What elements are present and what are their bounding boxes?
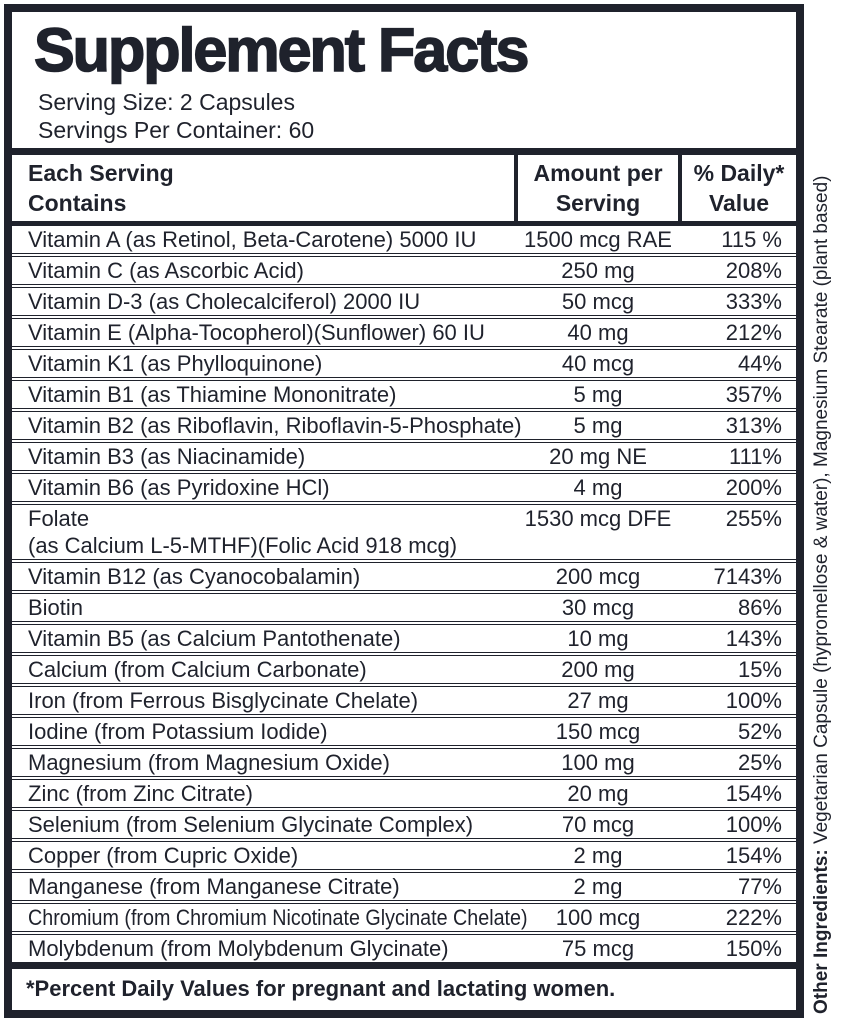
table-row — [12, 474, 796, 505]
table-row — [12, 381, 796, 412]
nutrient-amount: 200 mcg — [555, 564, 641, 589]
nutrient-name: Molybdenum (from Molybdenum Glycinate) — [28, 936, 449, 961]
table-row — [12, 811, 796, 842]
nutrient-daily-value: 7143% — [713, 564, 782, 589]
nutrient-amount: 5 mg — [573, 382, 623, 407]
nutrient-daily-value: 154% — [725, 843, 782, 868]
nutrient-amount: 1500 mcg RAE — [524, 227, 672, 252]
nutrient-amount: 20 mg NE — [549, 444, 647, 469]
nutrient-daily-value: 15% — [737, 657, 782, 682]
nutrient-name: Manganese (from Manganese Citrate) — [28, 874, 400, 899]
nutrient-name: Copper (from Cupric Oxide) — [28, 843, 299, 868]
table-row — [12, 594, 796, 625]
nutrient-amount: 1530 mcg DFE — [524, 506, 672, 531]
nutrient-daily-value: 208% — [725, 258, 782, 283]
nutrient-daily-value: 100% — [725, 812, 782, 837]
table-row — [12, 718, 796, 749]
table-row — [12, 412, 796, 443]
serving-size: Serving Size: 2 Capsules — [38, 89, 295, 115]
nutrient-name: Iron (from Ferrous Bisglycinate Chelate) — [28, 688, 419, 713]
serving-info — [38, 88, 780, 144]
nutrient-amount: 40 mg — [567, 320, 629, 345]
table-row — [12, 226, 796, 257]
table-row — [12, 257, 796, 288]
nutrient-amount: 27 mg — [567, 688, 629, 713]
table-row — [12, 350, 796, 381]
nutrient-amount: 10 mg — [567, 626, 629, 651]
table-row — [12, 319, 796, 350]
nutrient-name: Zinc (from Zinc Citrate) — [28, 781, 253, 806]
nutrient-amount: 5 mg — [573, 413, 623, 438]
nutrient-name: Selenium (from Selenium Glycinate Complex) — [28, 812, 474, 837]
nutrient-daily-value: 115 % — [721, 227, 782, 252]
nutrient-amount: 70 mcg — [561, 812, 635, 837]
table-row — [12, 687, 796, 718]
daily-value-footnote: *Percent Daily Values for pregnant and lactating women. — [26, 976, 616, 1001]
nutrient-amount: 40 mcg — [561, 351, 635, 376]
nutrient-amount: 2 mg — [573, 843, 623, 868]
nutrient-name: Chromium (from Chromium Nicotinate Glycinate Chelate) — [28, 905, 528, 930]
table-row — [12, 780, 796, 811]
nutrient-amount: 20 mg — [567, 781, 629, 806]
nutrient-amount: 100 mg — [561, 750, 635, 775]
nutrient-amount: 30 mcg — [561, 595, 635, 620]
nutrient-name: Vitamin B5 (as Calcium Pantothenate) — [28, 626, 401, 651]
nutrient-name: Vitamin K1 (as Phylloquinone) — [28, 351, 323, 376]
nutrient-amount: 100 mcg — [555, 905, 641, 930]
nutrient-amount: 150 mcg — [555, 719, 641, 744]
nutrient-name: Vitamin D-3 (as Cholecalciferol) 2000 IU — [28, 289, 421, 314]
nutrient-name: Vitamin B1 (as Thiamine Mononitrate) — [28, 382, 397, 407]
header-percent-daily-value: % Daily* Value — [693, 160, 785, 216]
nutrient-daily-value: 150% — [725, 936, 782, 961]
nutrient-daily-value: 200% — [725, 475, 782, 500]
table-row — [12, 443, 796, 474]
nutrient-daily-value: 222% — [725, 905, 782, 930]
nutrient-amount: 50 mcg — [561, 289, 635, 314]
nutrient-name: Folate (as Calcium L-5-MTHF)(Folic Acid 918 mcg) — [28, 506, 458, 558]
nutrient-name: Iodine (from Potassium Iodide) — [28, 719, 328, 744]
nutrient-amount: 4 mg — [573, 475, 623, 500]
table-row — [12, 842, 796, 873]
nutrient-daily-value: 154% — [725, 781, 782, 806]
other-ingredients-label: Other Ingredients: — [811, 849, 832, 1014]
nutrient-daily-value: 44% — [737, 351, 782, 376]
nutrient-amount: 75 mcg — [561, 936, 635, 961]
nutrient-name: Vitamin E (Alpha-Tocopherol)(Sunflower) 60 IU — [28, 320, 485, 345]
header-each-serving: Each Serving Contains — [28, 160, 174, 216]
nutrient-name: Magnesium (from Magnesium Oxide) — [28, 750, 390, 775]
nutrient-amount: 2 mg — [573, 874, 623, 899]
other-ingredients-note — [807, 6, 841, 1014]
panel-title: Supplement Facts — [34, 16, 528, 84]
table-row — [12, 749, 796, 780]
nutrient-daily-value: 77% — [737, 874, 782, 899]
divider-heavy-top — [12, 148, 796, 155]
nutrient-name: Vitamin A (as Retinol, Beta-Carotene) 5000 IU — [28, 227, 477, 252]
table-row — [12, 873, 796, 904]
table-row — [12, 563, 796, 594]
facts-rows — [12, 226, 796, 962]
table-row — [12, 288, 796, 319]
divider-heavy-bottom — [12, 962, 796, 969]
nutrient-daily-value: 100% — [725, 688, 782, 713]
nutrient-amount: 250 mg — [561, 258, 635, 283]
header-amount-per-serving: Amount per Serving — [514, 155, 682, 221]
nutrient-name: Biotin — [28, 595, 84, 620]
nutrient-daily-value: 86% — [737, 595, 782, 620]
nutrient-name: Calcium (from Calcium Carbonate) — [28, 657, 367, 682]
table-row — [12, 625, 796, 656]
nutrient-daily-value: 212% — [725, 320, 782, 345]
table-row — [12, 656, 796, 687]
nutrient-daily-value: 111% — [728, 444, 782, 469]
table-row — [12, 935, 796, 962]
servings-per-container: Servings Per Container: 60 — [38, 117, 315, 143]
nutrient-daily-value: 143% — [725, 626, 782, 651]
nutrient-name: Vitamin B12 (as Cyanocobalamin) — [28, 564, 361, 589]
nutrient-daily-value: 255% — [725, 506, 782, 531]
table-header — [12, 155, 796, 221]
facts-panel — [4, 4, 804, 1018]
other-ingredients-text: Vegetarian Capsule (hypromellose & water), Magnesium Stearate (plant based) — [811, 175, 832, 850]
nutrient-name: Vitamin C (as Ascorbic Acid) — [28, 258, 304, 283]
nutrient-daily-value: 357% — [725, 382, 782, 407]
nutrient-daily-value: 313% — [725, 413, 782, 438]
nutrient-name: Vitamin B6 (as Pyridoxine HCl) — [28, 475, 330, 500]
nutrient-name: Vitamin B3 (as Niacinamide) — [28, 444, 306, 469]
nutrient-name: Vitamin B2 (as Riboflavin, Riboflavin-5-Phosphate) — [28, 413, 522, 438]
table-row — [12, 505, 796, 563]
nutrient-daily-value: 52% — [737, 719, 782, 744]
nutrient-daily-value: 25% — [737, 750, 782, 775]
nutrient-daily-value: 333% — [725, 289, 782, 314]
table-row — [12, 904, 796, 935]
nutrient-amount: 200 mg — [561, 657, 635, 682]
